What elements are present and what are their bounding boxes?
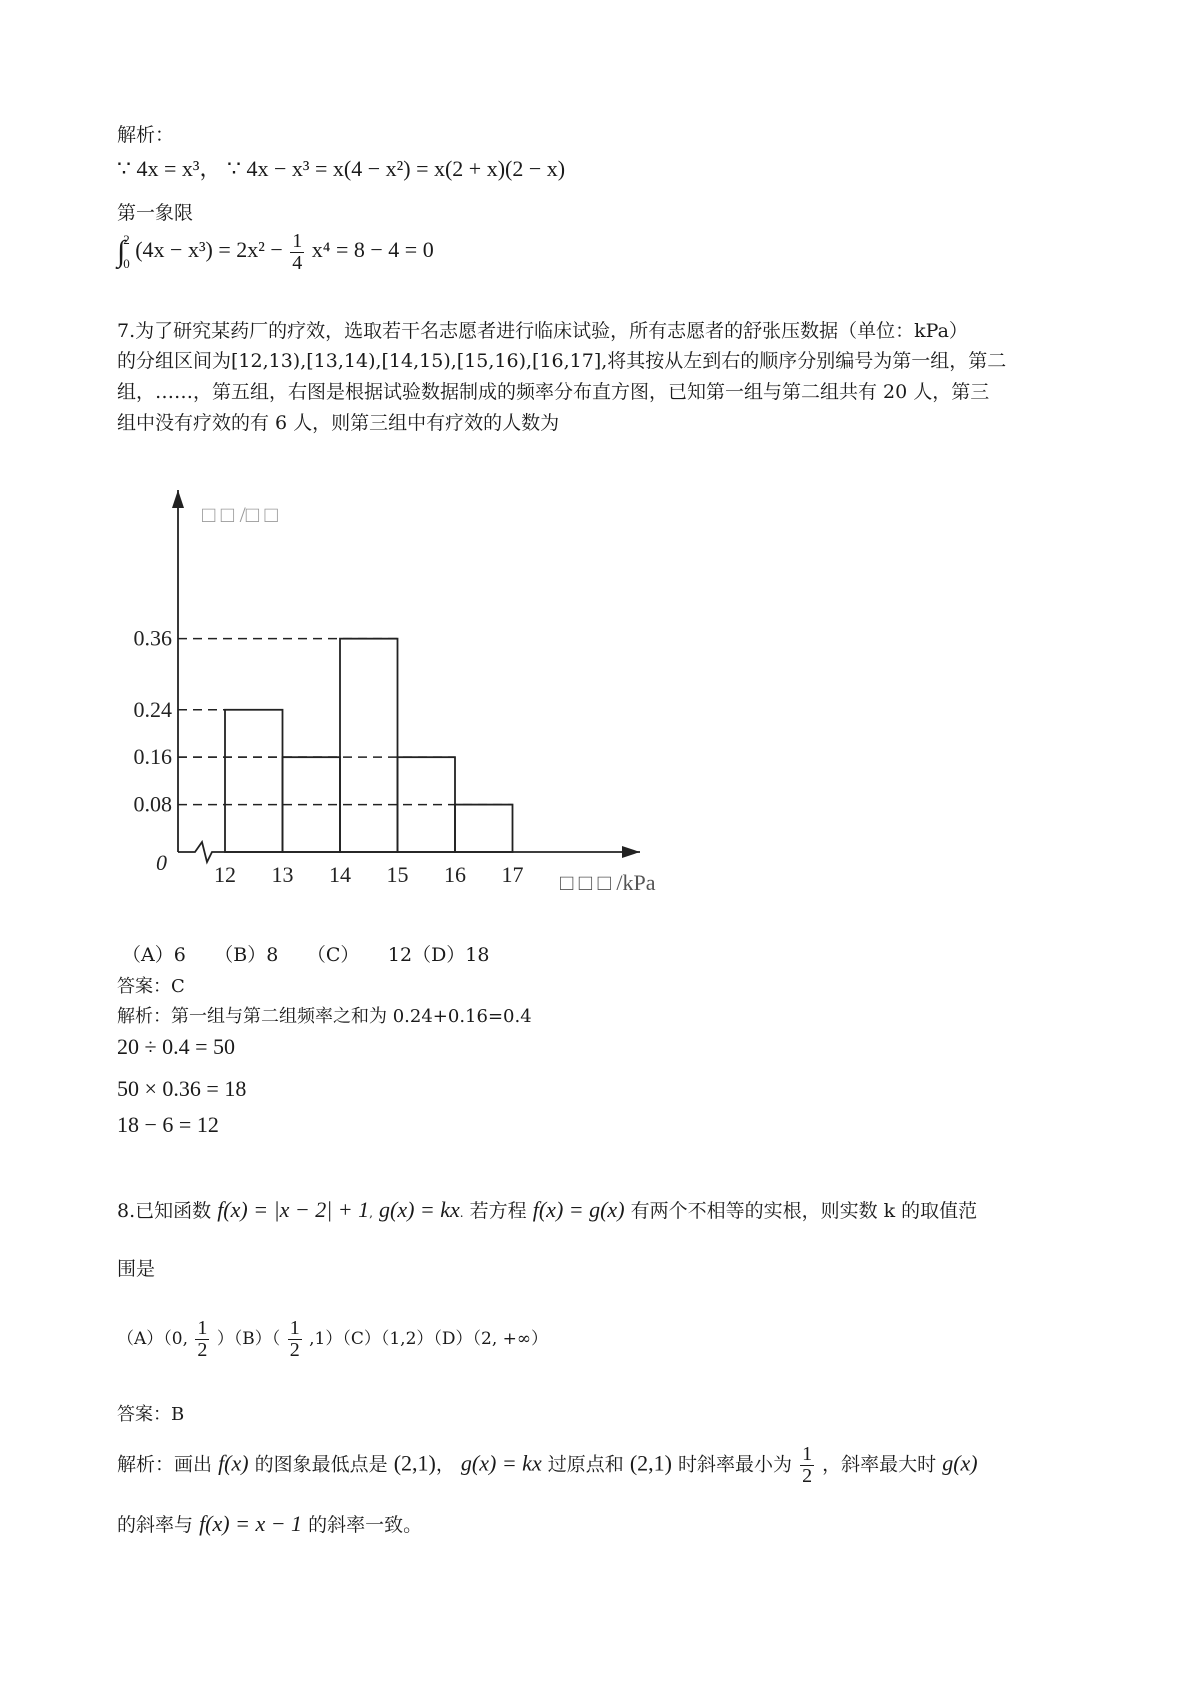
q7-calc3: 18 − 6 = 12: [117, 1112, 219, 1137]
integral-result: x⁴ = 8 − 4 = 0: [311, 237, 434, 263]
an-frac: [800, 1444, 814, 1487]
q8-answer: 答案：B: [117, 1404, 185, 1425]
integral-lower: 0: [123, 256, 130, 271]
y-tick-label: 0.08: [133, 791, 172, 817]
integral-upper: 2: [123, 232, 130, 247]
q7-line2: 的分组区间为[12,13),[13,14),[14,15),[15,16),[16,17],将其按从左到右的顺序分别编号为第一组，第二: [117, 350, 1007, 372]
q7-line4: 组中没有疗效的有 6 人，则第三组中有疗效的人数为: [117, 412, 560, 434]
q8-equation: f(x) = g(x): [532, 1197, 625, 1222]
step1-given: ∵ 4x = x³，: [117, 156, 222, 181]
an-k: g(x): [942, 1450, 978, 1476]
q8-options: [117, 1318, 548, 1361]
an-i: 时斜率最小为: [678, 1453, 793, 1476]
an-j: ，斜率最大时: [822, 1453, 937, 1476]
x-tick-label: 13: [271, 862, 294, 887]
integral-expression: (4x − x³) = 2x² −: [135, 237, 283, 263]
histogram-bar: [225, 710, 283, 852]
q8-prefix: 8.已知函数: [117, 1200, 212, 1222]
frac-numerator: 1: [197, 1317, 208, 1339]
frac-denominator: 2: [289, 1339, 300, 1361]
an-g: 过原点和: [547, 1453, 624, 1476]
x-axis-label: □ □ □ /kPa: [560, 870, 656, 895]
q8-analysis-line1: [117, 1444, 978, 1487]
q8-line1: 8.已知函数 f(x) = |x − 2| + 1, g(x) = kx. 若方程 f(x) = g(x) 有两个不相等的实根，则实数 k 的取值范: [117, 1197, 978, 1222]
x-tick-label: 12: [214, 862, 236, 887]
x-tick-label: 16: [444, 862, 466, 887]
an-c: 的图象最低点是: [254, 1453, 388, 1476]
x-axis: [178, 842, 640, 862]
histogram-bar: [455, 805, 513, 852]
x-tick-label: 17: [501, 862, 524, 887]
q7-answer: 答案：C: [117, 976, 185, 997]
an2-a: 的斜率与: [117, 1514, 194, 1536]
q8-analysis-line2: [117, 1510, 422, 1537]
quadrant-label: 第一象限: [117, 202, 194, 224]
frac-numerator: 1: [802, 1443, 813, 1465]
an-b: f(x): [218, 1450, 249, 1476]
analysis-label: 解析：: [117, 124, 175, 146]
q8-opt-a: （A）（0,: [117, 1329, 188, 1349]
an-e: ，: [435, 1453, 455, 1476]
q7-line3: 组，……，第五组，右图是根据试验数据制成的频率分布直方图，已知第一组与第二组共有 20 人，第三: [117, 381, 990, 403]
q7-line1: 7.为了研究某药厂的疗效，选取若干名志愿者进行临床试验，所有志愿者的舒张压数据（单位：kPa）: [117, 320, 968, 342]
frac-denominator: 4: [292, 251, 303, 274]
y-axis-label: □ □ /□ □: [202, 502, 278, 527]
x-axis-arrow: [622, 846, 640, 858]
q8-opt-rest: ,1）（C）（1,2）（D）（2, +∞）: [309, 1329, 549, 1349]
step1-factor: ∵ 4x − x³ = x(4 − x²) = x(2 + x)(2 − x): [227, 156, 566, 181]
q8-line2: 围是: [117, 1258, 156, 1280]
x-tick-label: 15: [386, 862, 409, 887]
q7-options: （A）6 （B）8 （C） 12（D）18: [122, 944, 490, 966]
q8-mid: 若方程: [469, 1200, 527, 1222]
x-tick-label: 14: [329, 862, 351, 887]
q8-opt-a-frac: [195, 1318, 209, 1361]
y-axis-arrow: [172, 490, 184, 508]
frac-numerator: 1: [289, 1317, 300, 1339]
q8-f-def: f(x) = |x − 2| + 1: [217, 1197, 370, 1222]
q8-g-def: g(x) = kx: [379, 1197, 460, 1222]
q8-suffix: 有两个不相等的实根，则实数 k 的取值范: [630, 1200, 978, 1222]
q7-analysis: 解析：第一组与第二组频率之和为 0.24+0.16=0.4: [117, 1006, 532, 1027]
integral-sign: ∫: [117, 235, 126, 268]
q8-opt-b-frac: [288, 1318, 302, 1361]
an-a: 解析：画出: [117, 1453, 213, 1476]
y-tick-label: 0.36: [133, 625, 172, 651]
q8-opt-b: ）（B）（: [216, 1329, 281, 1349]
y-tick-label: 0.24: [133, 696, 172, 722]
an2-b: f(x) = x − 1: [199, 1511, 303, 1536]
frac-denominator: 2: [802, 1465, 813, 1487]
frac-denominator: 2: [197, 1339, 208, 1361]
origin-label: 0: [156, 850, 167, 875]
q7-calc1: 20 ÷ 0.4 = 50: [117, 1034, 235, 1059]
an-h: (2,1): [629, 1450, 672, 1476]
y-tick-label: 0.16: [133, 744, 172, 770]
frac-numerator: 1: [292, 229, 303, 252]
q7-calc2: 50 × 0.36 = 18: [117, 1076, 247, 1101]
an-f: g(x) = kx: [460, 1450, 542, 1476]
an-d: (2,1): [393, 1450, 436, 1476]
an2-c: 的斜率一致。: [308, 1514, 423, 1536]
histogram-bar: [340, 639, 398, 852]
